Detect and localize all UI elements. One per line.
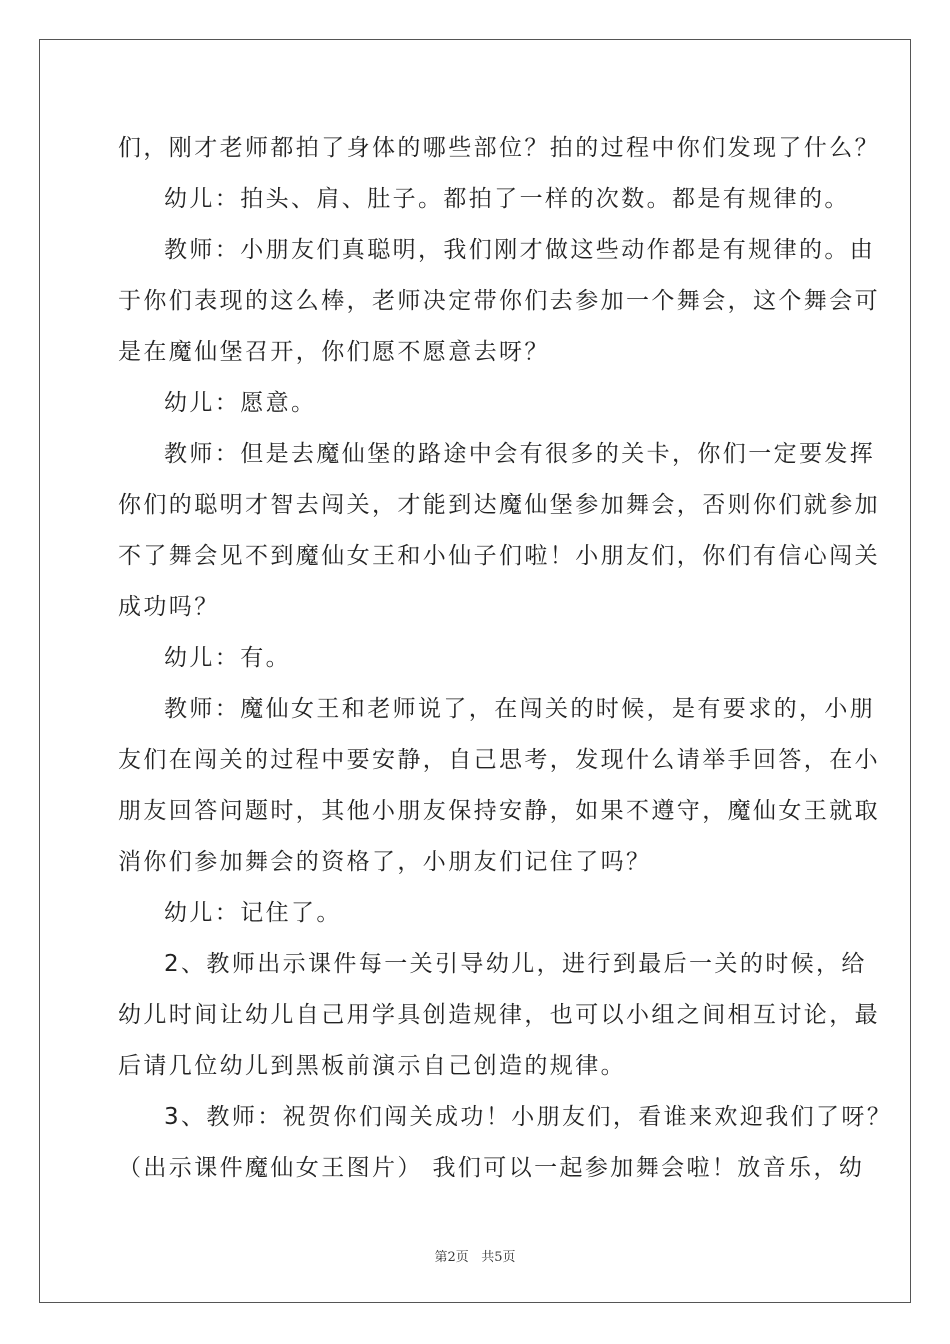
text-line: 后请几位幼儿到黑板前演示自己创造的规律。 [118,1053,626,1079]
text-line: 3、教师：祝贺你们闯关成功！小朋友们，看谁来欢迎我们了呀？ [164,1104,893,1130]
text-line: 消你们参加舞会的资格了，小朋友们记住了吗？ [118,849,652,875]
text-line: 幼儿：拍头、肩、肚子。都拍了一样的次数。都是有规律的。 [164,186,850,212]
text-line: 2、教师出示课件每一关引导幼儿，进行到最后一关的时候，给 [164,951,867,977]
text-line: 于你们表现的这么棒，老师决定带你们去参加一个舞会，这个舞会可 [118,288,880,314]
text-line: 友们在闯关的过程中要安静，自己思考，发现什么请举手回答，在小 [118,747,880,773]
text-line: 幼儿：记住了。 [164,900,342,926]
text-line: 幼儿：愿意。 [164,390,317,416]
text-line: （出示课件魔仙女王图片） 我们可以一起参加舞会啦！放音乐，幼 [118,1155,865,1181]
text-line: 教师：但是去魔仙堡的路途中会有很多的关卡，你们一定要发挥 [164,441,876,467]
text-line: 你们的聪明才智去闯关，才能到达魔仙堡参加舞会，否则你们就参加 [118,492,880,518]
text-line: 不了舞会见不到魔仙女王和小仙子们啦！小朋友们，你们有信心闯关 [118,543,880,569]
text-line: 朋友回答问题时，其他小朋友保持安静，如果不遵守，魔仙女王就取 [118,798,880,824]
page-number: 第2页 [434,1250,469,1265]
text-line: 们，刚才老师都拍了身体的哪些部位？拍的过程中你们发现了什么？ [118,135,880,161]
text-line: 是在魔仙堡召开，你们愿不愿意去呀？ [118,339,550,365]
text-line: 幼儿时间让幼儿自己用学具创造规律，也可以小组之间相互讨论，最 [118,1002,880,1028]
text-line: 幼儿：有。 [164,645,291,671]
text-line: 教师：小朋友们真聪明，我们刚才做这些动作都是有规律的。由 [164,237,876,263]
page-total: 共5页 [481,1250,516,1265]
text-line: 成功吗？ [118,594,220,620]
text-line: 教师：魔仙女王和老师说了，在闯关的时候，是有要求的，小朋 [164,696,876,722]
page-footer [0,1246,950,1265]
